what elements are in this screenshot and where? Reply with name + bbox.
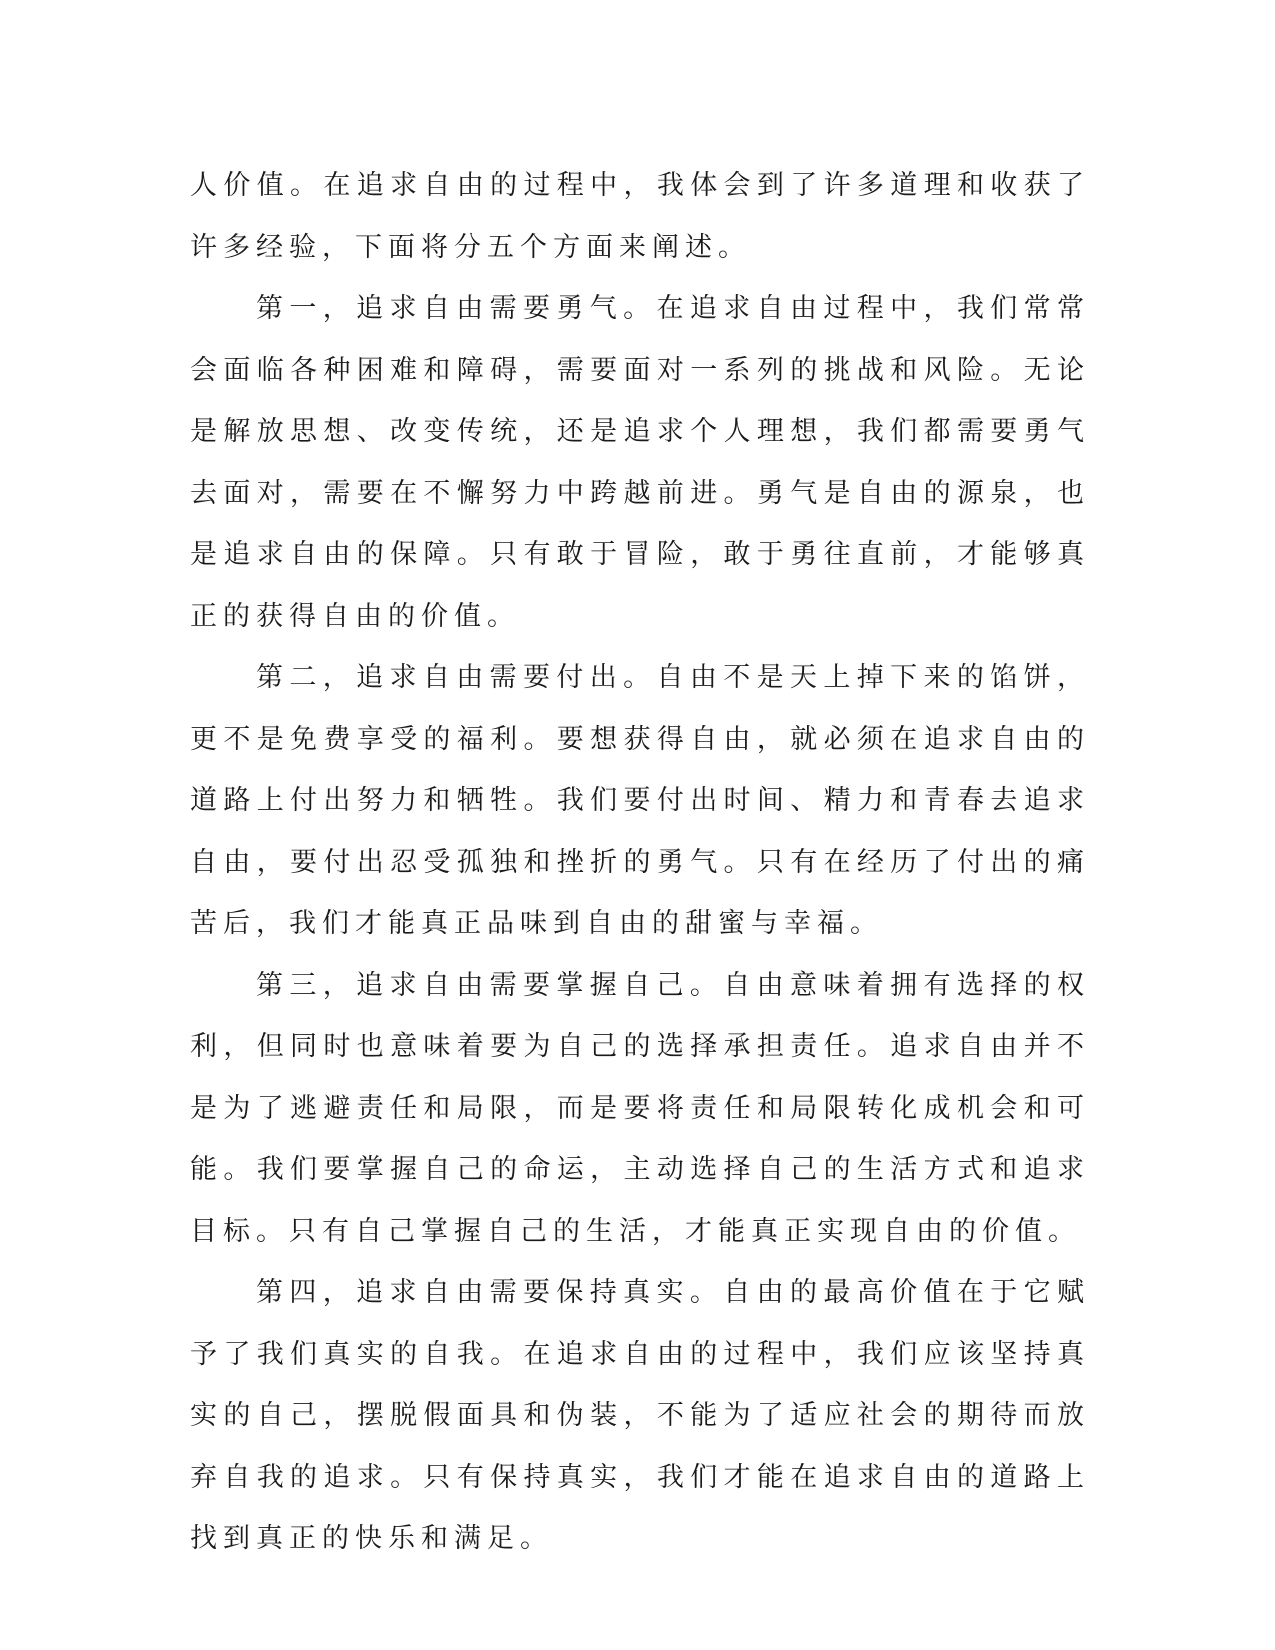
paragraph-continuation: 人价值。在追求自由的过程中，我体会到了许多道理和收获了许多经验，下面将分五个方面来阐述。 (190, 170, 1090, 263)
paragraph-courage: 第一，追求自由需要勇气。在追求自由过程中，我们常常会面临各种困难和障碍，需要面对一系列的挑战和风险。无论是解放思想、改变传统，还是追求个人理想，我们都需要勇气去面对，需要在不懈努力中跨越前进。勇气是自由的源泉，也是追求自由的保障。只有敢于冒险，敢于勇往直前，才能够真正的获得自由的价值。 (190, 293, 1090, 632)
document-body (190, 155, 1090, 1570)
paragraph-self-mastery: 第三，追求自由需要掌握自己。自由意味着拥有选择的权利，但同时也意味着要为自己的选择承担责任。追求自由并不是为了逃避责任和局限，而是要将责任和局限转化成机会和可能。我们要掌握自己的命运，主动选择自己的生活方式和追求目标。只有自己掌握自己的生活，才能真正实现自由的价值。 (190, 969, 1090, 1247)
paragraph-effort: 第二，追求自由需要付出。自由不是天上掉下来的馅饼，更不是免费享受的福利。要想获得自由，就必须在追求自由的道路上付出努力和牺牲。我们要付出时间、精力和青春去追求自由，要付出忍受孤独和挫折的勇气。只有在经历了付出的痛苦后，我们才能真正品味到自由的甜蜜与幸福。 (190, 662, 1090, 939)
paragraph-authenticity: 第四，追求自由需要保持真实。自由的最高价值在于它赋予了我们真实的自我。在追求自由的过程中，我们应该坚持真实的自己，摆脱假面具和伪装，不能为了适应社会的期待而放弃自我的追求。只有保持真实，我们才能在追求自由的道路上找到真正的快乐和满足。 (190, 1277, 1090, 1554)
